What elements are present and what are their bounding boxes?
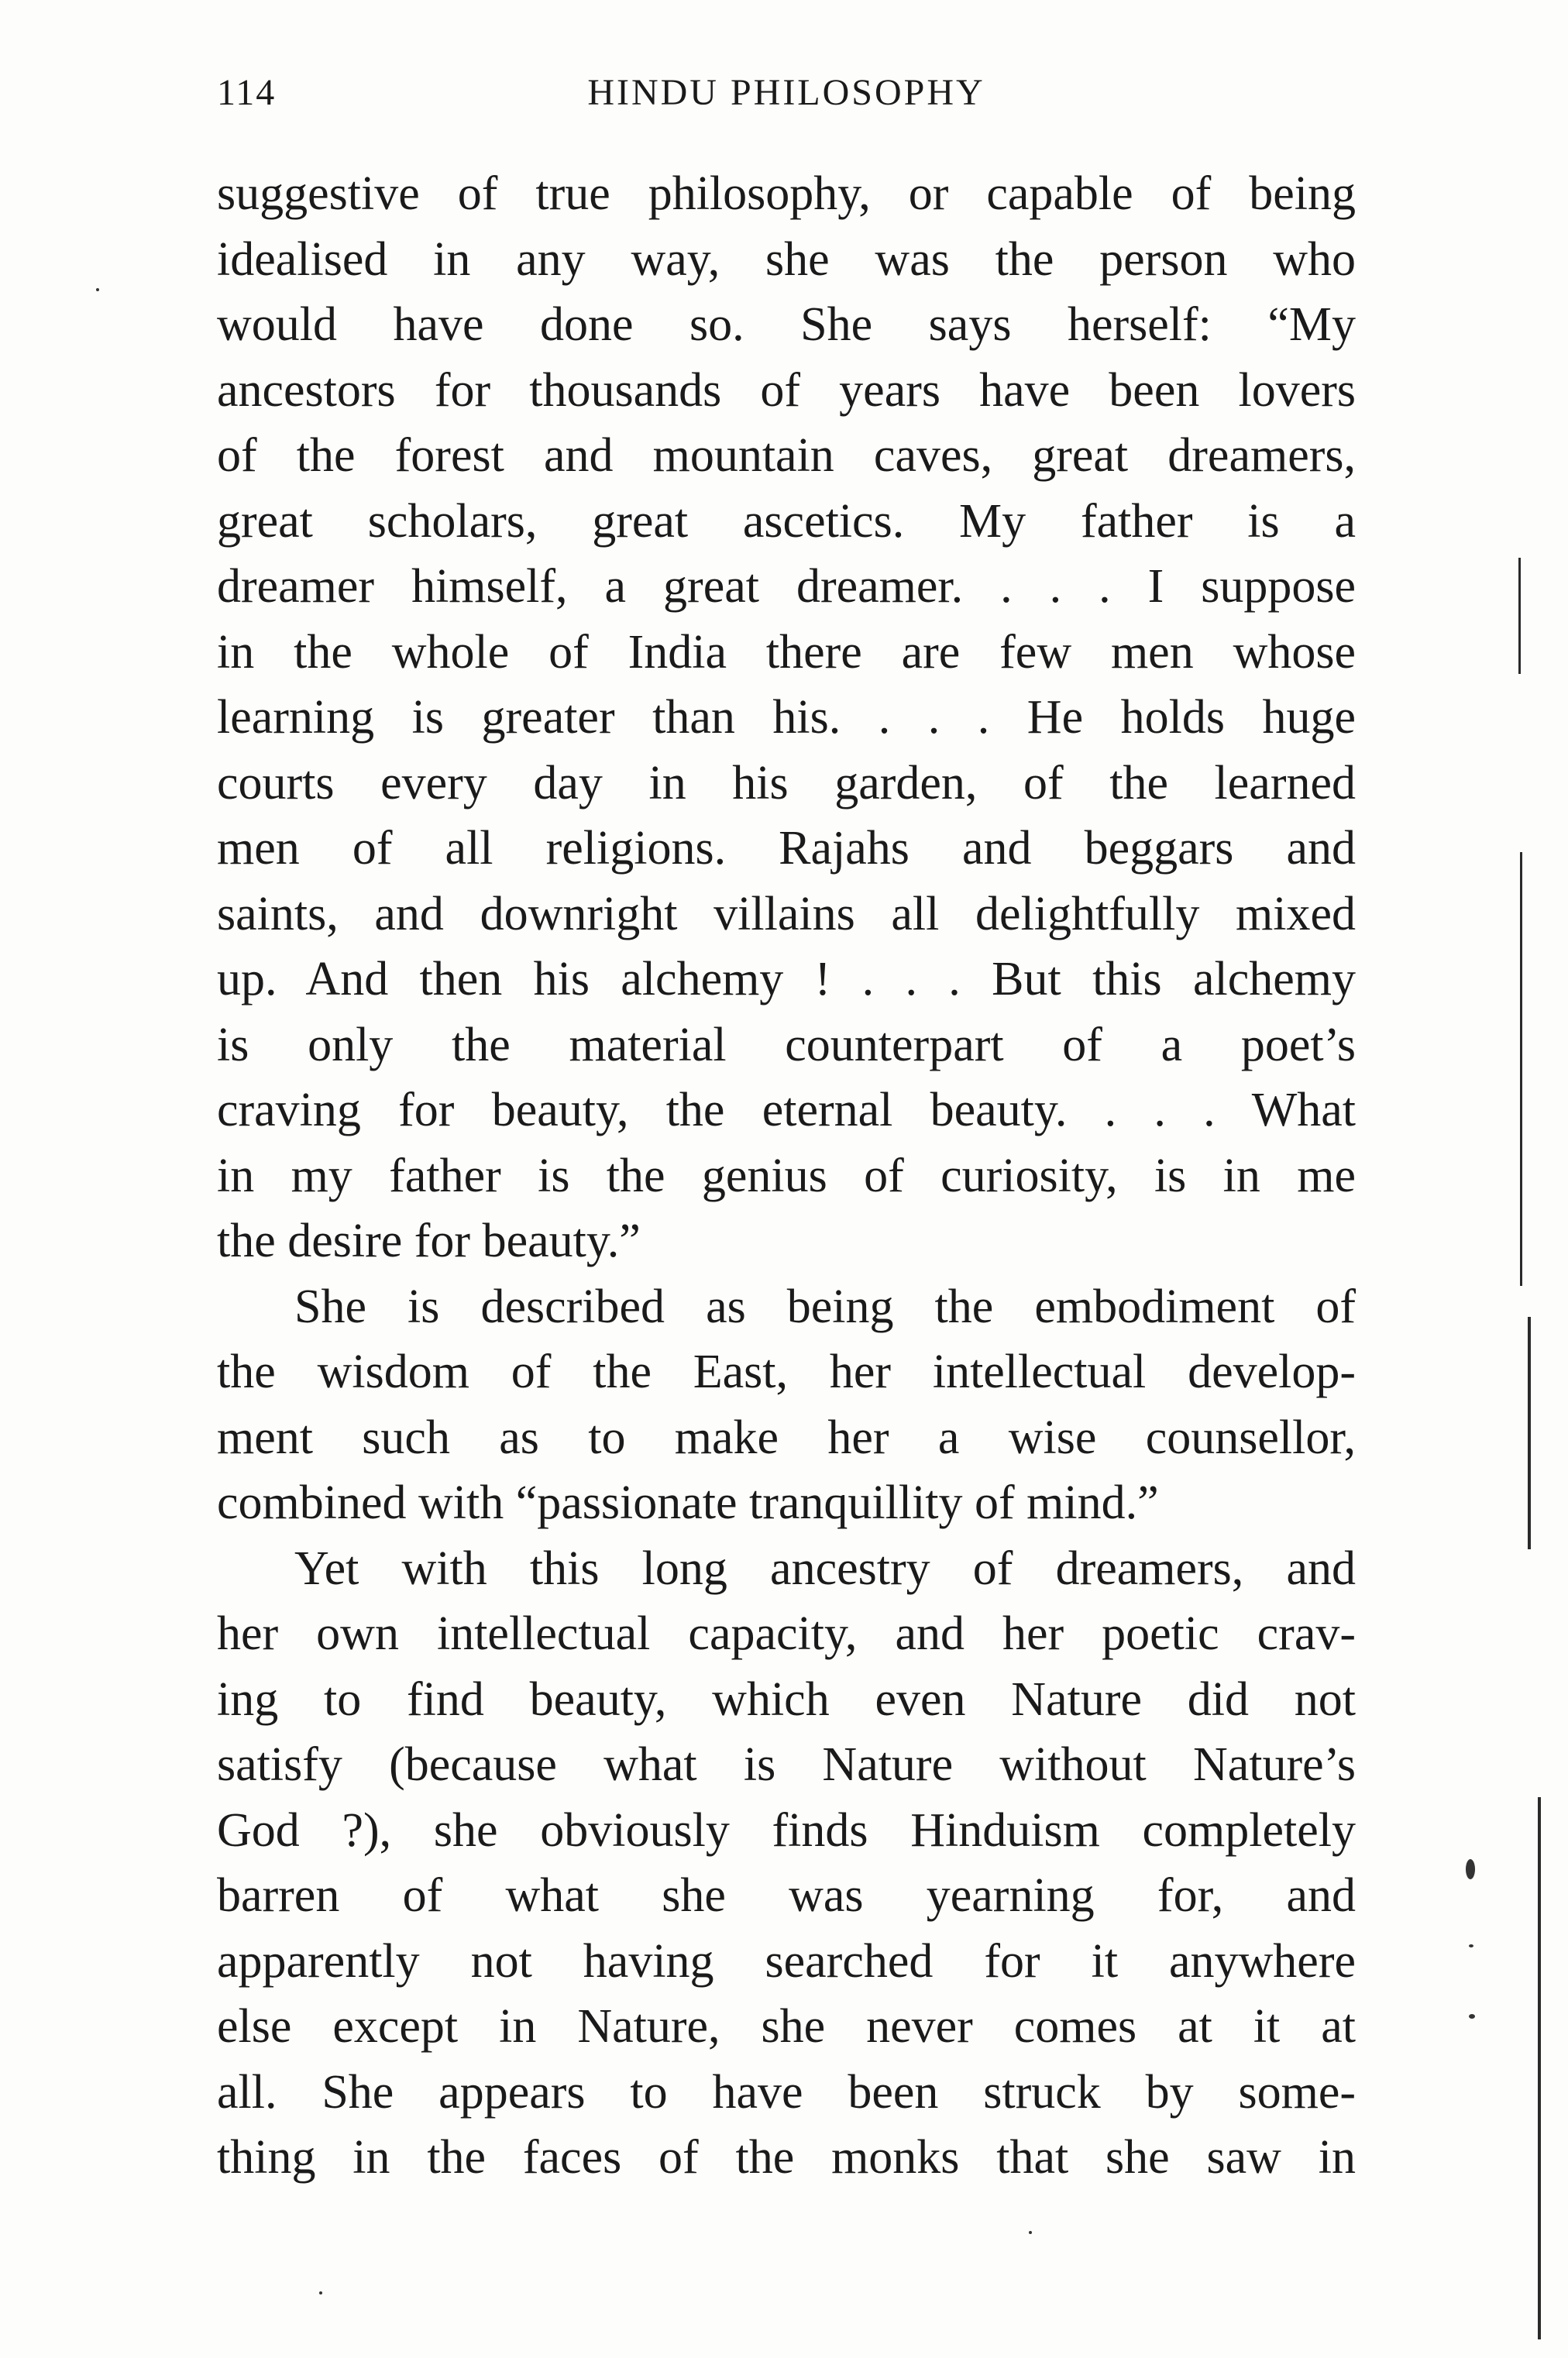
text-line: courts every day in his garden, of the learned — [217, 756, 1356, 809]
text-line: thing in the faces of the monks that she saw in — [217, 2131, 1356, 2184]
paragraph-first-line: She is described as being the embodiment of — [294, 1280, 1356, 1333]
text-line: ment such as to make her a wise counsellor, — [217, 1411, 1356, 1464]
scan-speck — [319, 2291, 322, 2294]
scan-gutter-line — [1520, 852, 1522, 1286]
text-line: else except in Nature, she never comes at it at — [217, 2000, 1356, 2053]
scan-gutter-line — [1528, 1317, 1531, 1549]
text-line: ing to find beauty, which even Nature did not — [217, 1672, 1356, 1726]
text-line: saints, and downright villains all delightfully mixed — [217, 887, 1356, 940]
text-line: great scholars, great ascetics. My father is a — [217, 494, 1356, 548]
text-line: the desire for beauty.” — [217, 1215, 641, 1267]
scan-speck — [1466, 1859, 1475, 1879]
text-line: suggestive of true philosophy, or capable of being — [217, 167, 1356, 220]
text-line: dreamer himself, a great dreamer. . . . I suppose — [217, 560, 1356, 613]
text-line: ancestors for thousands of years have been lovers — [217, 363, 1356, 417]
scan-speck — [1029, 2231, 1032, 2234]
text-line: men of all religions. Rajahs and beggars and — [217, 822, 1356, 875]
scan-gutter-line — [1538, 1797, 1541, 2339]
text-line: learning is greater than his. . . . He holds huge — [217, 691, 1356, 744]
text-line: combined with “passionate tranquillity of mind.” — [217, 1476, 1159, 1529]
text-line: idealised in any way, she was the person who — [217, 232, 1356, 286]
page-number: 114 — [217, 72, 277, 113]
text-line: in the whole of India there are few men whose — [217, 625, 1356, 679]
running-head — [217, 71, 1356, 125]
scan-speck — [96, 288, 99, 291]
scan-speck — [1469, 2014, 1475, 2019]
text-line: apparently not having searched for it anywhere — [217, 1934, 1356, 1988]
text-line: is only the material counterpart of a poet’s — [217, 1018, 1356, 1071]
paragraph-first-line: Yet with this long ancestry of dreamers, and — [294, 1542, 1356, 1595]
scan-speck — [1469, 1944, 1473, 1947]
text-line: up. And then his alchemy ! . . . But this alchemy — [217, 953, 1356, 1005]
running-title: HINDU PHILOSOPHY — [587, 72, 985, 113]
text-line: satisfy (because what is Nature without Nature’s — [217, 1738, 1356, 1791]
text-line: of the forest and mountain caves, great dreamers, — [217, 429, 1356, 482]
body-text — [217, 161, 1356, 2191]
text-line: God ?), she obviously finds Hinduism completely — [217, 1803, 1356, 1857]
text-line: her own intellectual capacity, and her poetic crav- — [217, 1607, 1356, 1660]
text-line: the wisdom of the East, her intellectual develop- — [217, 1346, 1356, 1398]
text-line: would have done so. She says herself: “My — [217, 298, 1356, 351]
text-line: barren of what she was yearning for, and — [217, 1869, 1356, 1922]
text-line: craving for beauty, the eternal beauty. . . . What — [217, 1084, 1356, 1136]
text-line: in my father is the genius of curiosity, is in me — [217, 1149, 1356, 1202]
scan-gutter-line — [1518, 558, 1521, 674]
text-line: all. She appears to have been struck by some- — [217, 2065, 1356, 2119]
